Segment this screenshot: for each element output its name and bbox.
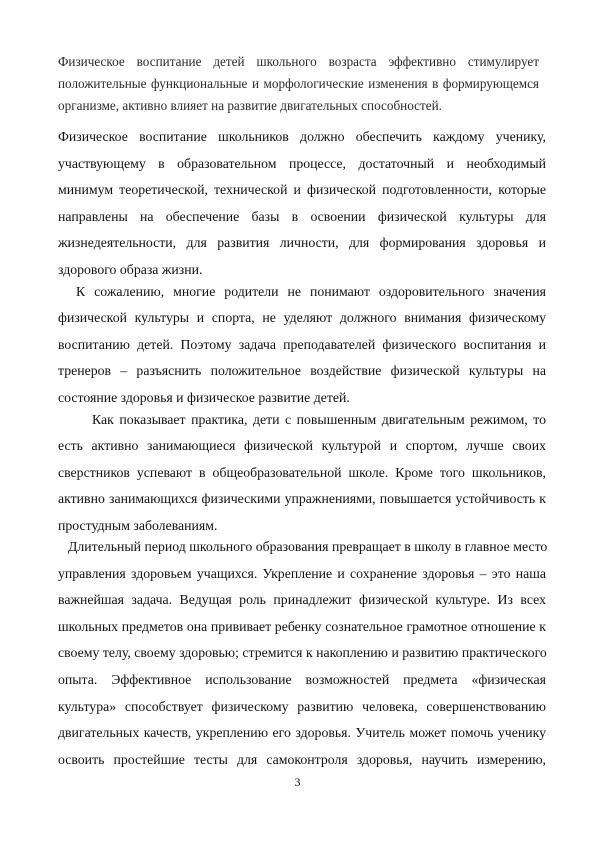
paragraph-line: Как показывает практика, дети с повышенным двигательным режимом, то <box>92 412 546 427</box>
paragraph-line: простудным заболеваниям. <box>58 517 218 533</box>
paragraph-line: освоить простейшие тесты для самоконтроля здоровья, научить измерению, <box>58 751 546 767</box>
paragraph-line: Физическое воспитание детей школьного возраста эффективно стимулирует <box>58 54 539 69</box>
paragraph-line: активно занимающихся физическими упражнениями, повышается устойчивость к <box>58 491 546 507</box>
paragraph-line: двигательных качеств, укреплению его здоровья. Учитель может помочь ученику <box>58 725 546 741</box>
paragraph-line: своему телу, своему здоровью; стремится к накоплению и развитию практического <box>58 645 547 661</box>
paragraph-line: К сожалению, многие родители не понимают оздоровительного значения <box>76 284 546 299</box>
paragraph-4 <box>58 407 546 539</box>
paragraph-line: жизнедеятельности, для развития личности, для формирования здоровья и <box>58 235 546 251</box>
paragraph-line: Длительный период школьного образования превращает в школу в главное место <box>68 539 548 554</box>
paragraph-line: воспитанию детей. Поэтому задача преподавателей физического воспитания и <box>58 336 546 352</box>
paragraph-line: управления здоровьем учащихся. Укрепление и сохранение здоровья – это наша <box>58 565 546 581</box>
paragraph-line: положительные функциональные и морфологические изменения в формирующемся <box>58 76 539 91</box>
paragraph-1 <box>58 51 539 117</box>
paragraph-line: школьных предметов она прививает ребенку сознательное грамотное отношение к <box>58 618 546 634</box>
paragraph-line: тренеров – разъяснить положительное воздействие физической культуры на <box>58 363 546 379</box>
paragraph-3 <box>58 279 546 411</box>
paragraph-line: здорового образа жизни. <box>58 261 203 277</box>
paragraph-line: Физическое воспитание школьников должно обеспечить каждому ученику, <box>58 129 546 144</box>
page-number: 3 <box>294 775 301 789</box>
paragraph-line: сверстников успевают в общеобразовательной школе. Кроме того школьников, <box>58 464 546 480</box>
paragraph-line: физической культуры и спорта, не уделяют должного внимания физическому <box>58 310 546 326</box>
paragraph-line: культура» способствует физическому развитию человека, совершенствованию <box>58 698 546 714</box>
paragraph-5 <box>58 534 546 773</box>
paragraph-line: есть активно занимающиеся физической культурой и спортом, лучше своих <box>58 438 546 454</box>
paragraph-line: опыта. Эффективное использование возможностей предмета «физическая <box>58 671 546 687</box>
paragraph-2 <box>58 124 546 284</box>
paragraph-line: направлены на обеспечение базы в освоении физической культуры для <box>58 208 546 224</box>
paragraph-line: важнейшая задача. Ведущая роль принадлежит физической культуре. Из всех <box>58 592 546 608</box>
paragraph-line: минимум теоретической, технической и физической подготовленности, которые <box>58 182 546 198</box>
paragraph-line: состояние здоровья и физическое развитие детей. <box>58 389 350 405</box>
paragraph-line: участвующему в образовательном процессе, достаточный и необходимый <box>58 155 546 171</box>
paragraph-line: организме, активно влияет на развитие двигательных способностей. <box>58 98 442 113</box>
